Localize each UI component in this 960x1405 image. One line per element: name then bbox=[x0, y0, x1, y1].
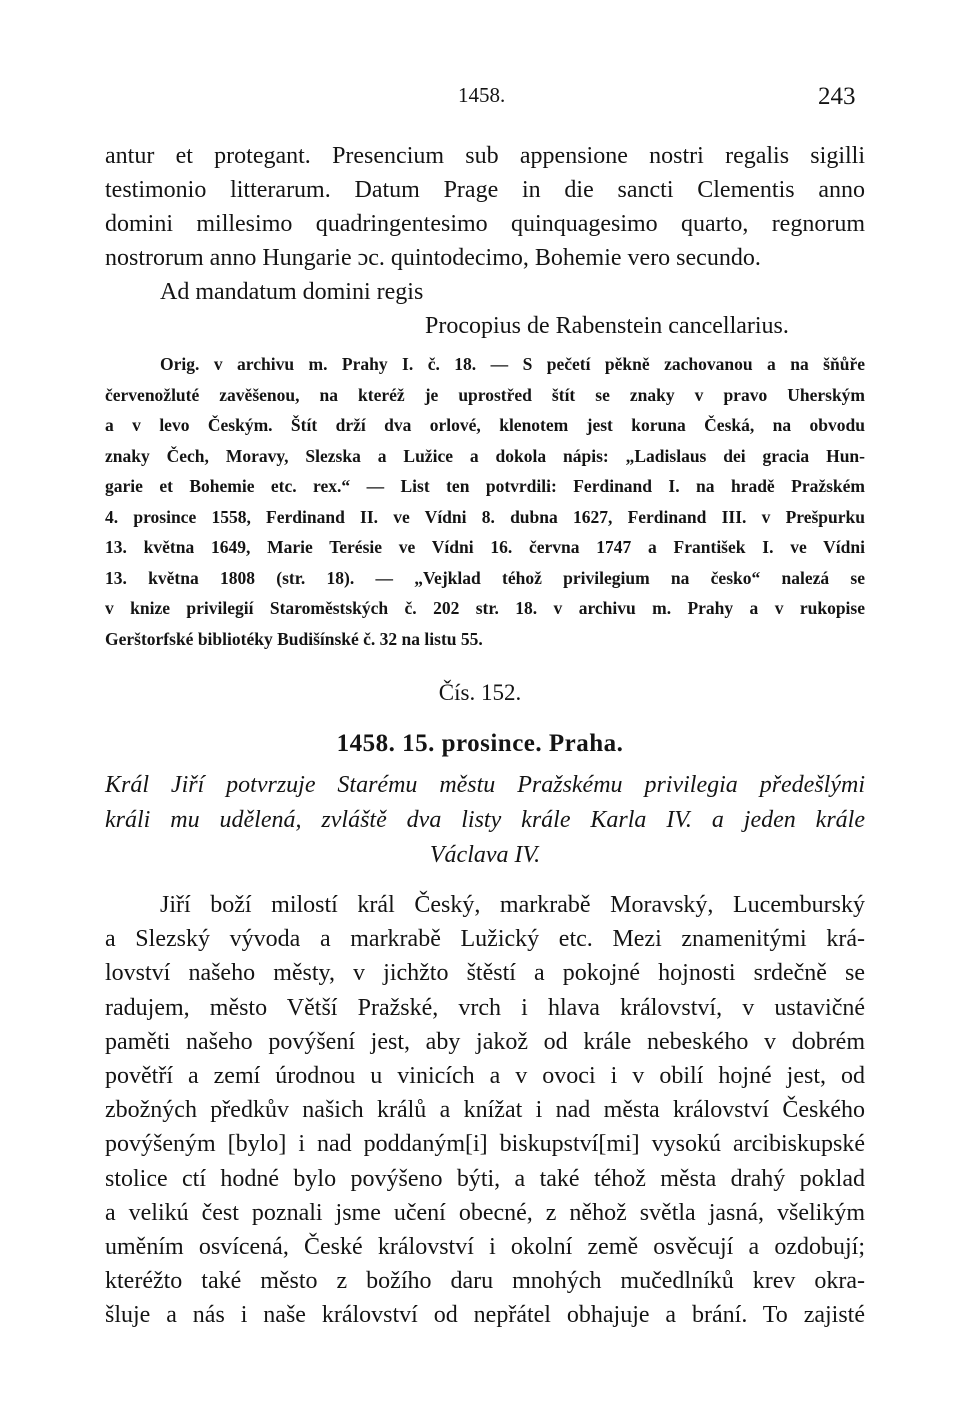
body-line: stolice ctí hodné bylo povýšeno býti, a také téhož města drahý poklad bbox=[105, 1165, 865, 1192]
summary-line: králi mu udělená, zvláště dva listy krále Karla IV. a jeden krále bbox=[105, 807, 865, 833]
page-number: 243 bbox=[818, 83, 856, 110]
document-summary bbox=[105, 772, 865, 877]
text-line: nostrorum anno Hungarie ɔc. quintodecimo, Bohemie vero secundo. bbox=[105, 245, 761, 271]
text-line: antur et protegant. Presencium sub appensione nostri regalis sigilli bbox=[105, 143, 865, 169]
latin-text-block bbox=[105, 143, 865, 347]
text-line: domini millesimo quadringentesimo quinquagesimo quarto, regnorum bbox=[105, 211, 865, 237]
document-date-heading: 1458. 15. prosince. Praha. bbox=[336, 730, 624, 757]
document-number: Čís. 152. bbox=[438, 680, 522, 705]
body-line: radujem, město Větší Pražské, vrch i hlava království, v ustavičné bbox=[105, 994, 865, 1021]
note-line: 4. prosince 1558, Ferdinand II. ve Vídni 8. dubna 1627, Ferdinand III. v Prešpurku bbox=[105, 506, 865, 527]
note-line: 13. května 1808 (str. 18). — „Vejklad téhož privilegium na česko“ nalezá se bbox=[105, 567, 865, 588]
body-line: lovství našeho městy, v jichžto štěstí a pokojné hojnosti srdečně se bbox=[105, 960, 865, 987]
note-line: a v levo Českým. Štít drží dva orlové, klenotem jest koruna Česká, na obvodu bbox=[105, 415, 865, 435]
body-line: povětří a zemí úrodnou u vinicích a v ovoci i v obilí hojné jest, od bbox=[105, 1062, 865, 1089]
body-line: šluje a nás i naše království od nepřátel obhajuje a brání. To zajisté bbox=[105, 1302, 865, 1329]
summary-line: Král Jiří potvrzuje Starému městu Pražskému privilegia předešlými bbox=[105, 772, 865, 798]
body-line: a Slezský vývoda a markrabě Lužický etc. Mezi znamenitými krá- bbox=[105, 926, 865, 953]
body-line: kteréžto také město z božího daru mnohých mučedlníků krev okra- bbox=[105, 1268, 865, 1295]
mandate-line: Ad mandatum domini regis bbox=[160, 279, 424, 305]
note-line: 13. května 1649, Marie Terésie ve Vídni 16. června 1747 a František I. ve Vídni bbox=[105, 537, 865, 557]
running-header bbox=[0, 83, 960, 113]
body-line: Jiří boží milostí král Český, markrabě Moravský, Lucemburský bbox=[160, 892, 865, 918]
note-line: znaky Čech, Moravy, Slezska a Lužice a dokola nápis: „Ladislaus dei gracia Hun- bbox=[105, 445, 865, 466]
signature-line: Procopius de Rabenstein cancellarius. bbox=[425, 313, 789, 339]
note-line: Gerštorfské bibliotéky Budišínské č. 32 na listu 55. bbox=[105, 628, 483, 649]
body-line: paměti našeho povýšení jest, aby jakož od krále nebeského v dobrém bbox=[105, 1028, 865, 1055]
note-line: v knize privilegií Staroměstských č. 202 str. 18. v archivu m. Prahy a v rukopise bbox=[105, 598, 865, 618]
summary-line: Václava IV. bbox=[429, 842, 541, 868]
body-line: a velikú čest poznali jsme učení obecné, z něhož světla jasná, všelikým bbox=[105, 1199, 865, 1226]
charter-text bbox=[105, 892, 865, 1336]
note-line: Orig. v archivu m. Prahy I. č. 18. — S pečetí pěkně zachovanou a na šňůře bbox=[160, 354, 865, 374]
text-line: testimonio litterarum. Datum Prage in die sancti Clementis anno bbox=[105, 177, 865, 203]
running-header-year: 1458. bbox=[458, 83, 506, 107]
archival-note bbox=[105, 354, 865, 659]
body-line: uměním osvícená, České království i okolní země osvěcují a ozdobují; bbox=[105, 1233, 865, 1260]
body-line: povýšeným [bylo] i nad poddaným[i] biskupství[mi] vysokú arcibiskupské bbox=[105, 1131, 865, 1158]
body-line: zbožných předkův našich králů a knížat i nad města království Českého bbox=[105, 1097, 865, 1124]
note-line: garie et Bohemie etc. rex.“ — List ten potvrdili: Ferdinand I. na hradě Pražském bbox=[105, 476, 865, 496]
note-line: červenožluté zavěšenou, na kteréž je uprostřed štít se znaky v pravo Uherským bbox=[105, 384, 865, 405]
